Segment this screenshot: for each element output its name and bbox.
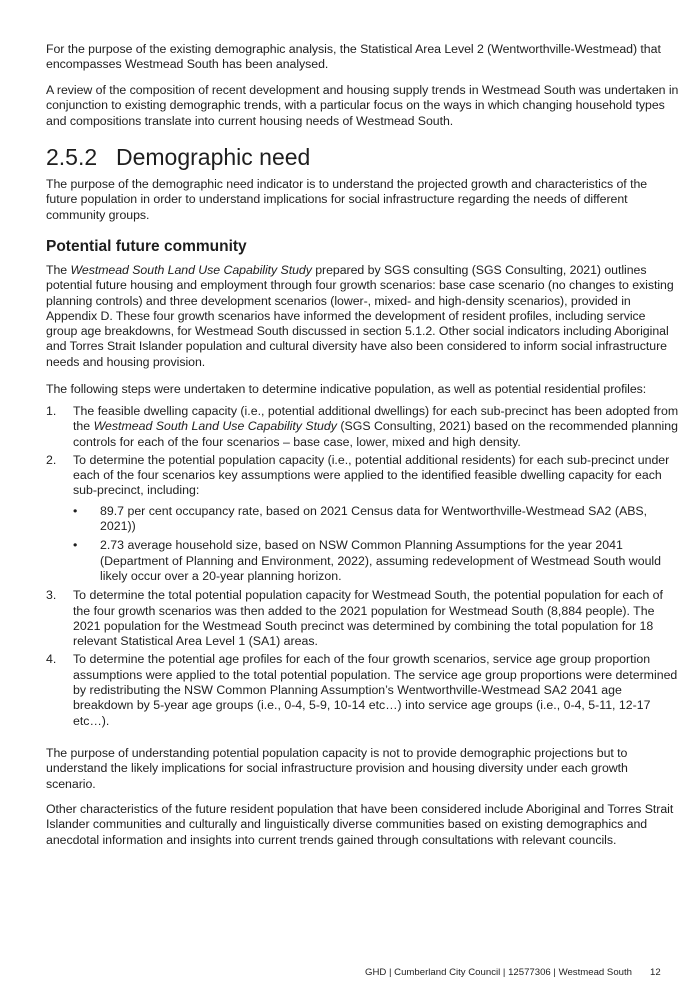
- bullet-item-2: [73, 538, 680, 584]
- section-intro-paragraph: The purpose of the demographic need indicator is to understand the projected growth and characteristics of the future population in order to understand implications for social infrastructure regarding the needs of different community groups.: [46, 177, 648, 222]
- section-number: 2.5.2: [46, 144, 98, 170]
- bullet-icon: •: [73, 503, 78, 518]
- step-item-3: [46, 588, 680, 649]
- bullet-icon: •: [73, 538, 78, 553]
- intro-paragraph-2: A review of the composition of recent development and housing supply trends in Westmead South was undertaken in conjunction to existing demographic trends, with a particular focus on the ways in which changing household types and compositions translate into current housing needs of Westmead South.: [46, 83, 679, 128]
- study-title-italic: Westmead South Land Use Capability Study: [93, 419, 337, 434]
- bullet-text: 2.73 average household size, based on NSW Common Planning Assumptions for the year 2041 (Department of Planning and Environment, 2022), assuming redevelopment of Westmead South would likely occur over a 20-year planning horizon.: [100, 538, 662, 583]
- text-run: (SGS Consulting, 2021) based on the recommended planning controls for each of the four scenarios – base case, lower, mixed and high density.: [73, 419, 678, 449]
- step-text: To determine the potential population capacity (i.e., potential additional residents) for each sub-precinct under each of the four scenarios key assumptions were applied to the identified feasible dwelling capacity for each sub-precinct, including:: [73, 452, 670, 498]
- intro-paragraph-1: For the purpose of the existing demographic analysis, the Statistical Area Level 2 (Wentworthville-Westmead) that encompasses Westmead South has been analysed.: [46, 42, 661, 72]
- subsection-paragraph-1: [46, 263, 680, 370]
- step-number: 3.: [46, 588, 57, 603]
- subsection-heading: Potential future community: [46, 238, 247, 255]
- footer-text: GHD | Cumberland City Council | 12577306 | Westmead South: [365, 967, 632, 978]
- steps-list: [46, 404, 680, 732]
- bullet-item-1: [73, 504, 680, 535]
- closing-paragraph-2: Other characteristics of the future resident population that have been considered include Aboriginal and Torres Strait Islander communities and culturally and linguistically diverse communities based on existing demographics and anecdotal information and insights into current trends gained through consultations with relevant councils.: [46, 802, 674, 847]
- text-run: The feasible dwelling capacity (i.e., potential additional dwellings) for each sub-precinct has been adopted from the: [73, 404, 679, 434]
- subsection-paragraph-2: The following steps were undertaken to determine indicative population, as well as potential residential profiles:: [46, 382, 647, 396]
- page-footer: [365, 967, 661, 979]
- text-run: prepared by SGS consulting (SGS Consulting, 2021) outlines potential future housing and employment through four growth scenarios: base case scenario (no changes to existing planning controls) and three development scenarios (lower-, mixed- and high-density scenarios), provided in Appendix D. These four growth scenarios have informed the development of resident profiles, including service group age breakdowns, for Westmead South discussed in section 5.1.2. Other social indicators including Aboriginal and Torres Strait Islander population and cultural diversity have also been considered to inform social infrastructure needs and housing provision.: [46, 263, 674, 369]
- step-number: 1.: [46, 404, 57, 418]
- step-number: 4.: [46, 652, 57, 667]
- step-item-2: [46, 453, 680, 584]
- step-number: 2.: [46, 452, 57, 467]
- step-item-1: [46, 404, 680, 450]
- assumption-bullet-list: [73, 504, 680, 584]
- step-item-4: [46, 652, 680, 728]
- page-number: 12: [650, 967, 661, 978]
- section-heading: [46, 143, 310, 171]
- text-run: The: [46, 263, 71, 277]
- bullet-text: 89.7 per cent occupancy rate, based on 2021 Census data for Wentworthville-Westmead SA2 (ABS, 2021)): [100, 503, 648, 534]
- step-text: To determine the potential age profiles for each of the four growth scenarios, service age group proportion assumptions were applied to the total potential population. The service age group proportions were determined by redistributing the NSW Common Planning Assumption’s Wentworthville-Westmead SA2 2041 age breakdown by 5-year age groups (i.e., 0-4, 5-9, 10-14 etc…) into service age groups (i.e., 0-4, 5-11, 12-17 etc…).: [73, 652, 678, 728]
- step-text: To determine the total potential population capacity for Westmead South, the potential population for each of the four growth scenarios was then added to the 2021 population for Westmead South (8,884 people). The 2021 population for the Westmead South precinct was determined by combining the total population for 18 relevant Statistical Area Level 1 (SA1) areas.: [73, 588, 663, 649]
- study-title-italic: Westmead South Land Use Capability Study: [70, 263, 312, 277]
- closing-paragraph-1: The purpose of understanding potential population capacity is not to provide demographic projections but to understand the likely implications for social infrastructure provision and housing diversity under each growth scenario.: [46, 746, 628, 791]
- section-title: Demographic need: [116, 144, 311, 170]
